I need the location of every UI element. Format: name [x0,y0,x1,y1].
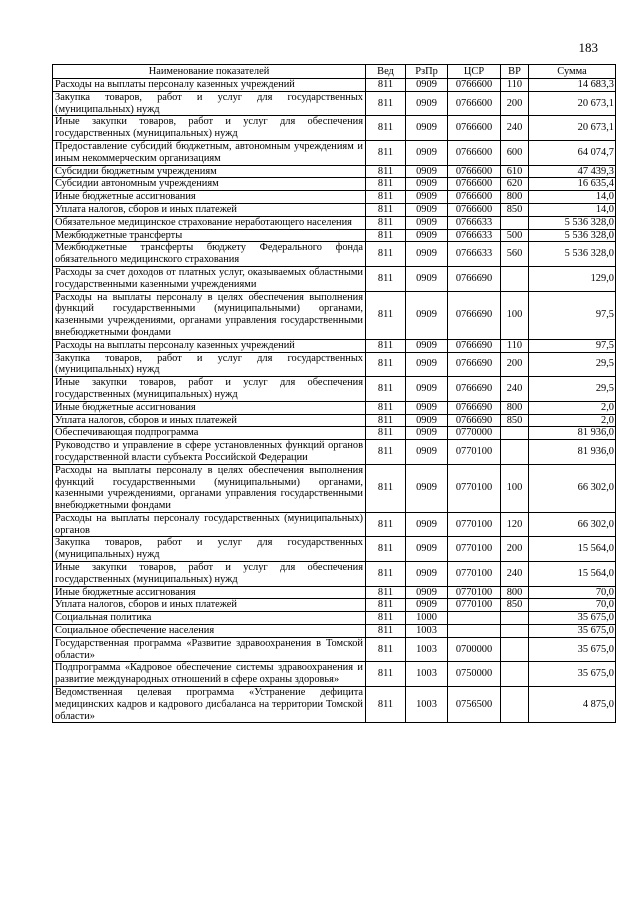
row-name: Иные закупки товаров, работ и услуг для обеспечения государственных (муниципальных) нужд [53,116,366,141]
row-csr: 0700000 [448,637,501,662]
row-rzpr: 0909 [406,537,448,562]
row-vr: 600 [501,140,529,165]
row-csr: 0766600 [448,165,501,178]
row-rzpr: 0909 [406,165,448,178]
row-name: Уплата налогов, сборов и иных платежей [53,599,366,612]
row-csr: 0766690 [448,414,501,427]
table-row [53,377,616,402]
row-name: Расходы на выплаты персоналу в целях обеспечения выполнения функций государственными (муниципальными) органами, казенными учреждениями, органами управления государственными внебюджетными фондами [53,291,366,339]
row-name: Обеспечивающая подпрограмма [53,427,366,440]
row-csr: 0766600 [448,91,501,116]
row-sum: 15 564,0 [529,562,616,587]
row-sum: 70,0 [529,599,616,612]
row-csr: 0770100 [448,440,501,465]
row-rzpr: 1003 [406,662,448,687]
row-ved: 811 [366,440,406,465]
row-vr: 800 [501,191,529,204]
row-vr: 850 [501,203,529,216]
row-name: Межбюджетные трансферты бюджету Федерального фонда обязательного медицинского страхования [53,242,366,267]
row-ved: 811 [366,203,406,216]
row-rzpr: 0909 [406,79,448,92]
row-rzpr: 0909 [406,401,448,414]
row-sum: 35 675,0 [529,612,616,625]
row-rzpr: 0909 [406,203,448,216]
row-rzpr: 0909 [406,339,448,352]
row-rzpr: 0909 [406,352,448,377]
row-csr: 0770100 [448,562,501,587]
table-row [53,512,616,537]
row-ved: 811 [366,291,406,339]
row-sum: 129,0 [529,266,616,291]
row-csr [448,625,501,638]
row-vr: 120 [501,512,529,537]
row-ved: 811 [366,612,406,625]
row-csr [448,612,501,625]
row-sum: 20 673,1 [529,91,616,116]
row-rzpr: 0909 [406,427,448,440]
row-vr [501,637,529,662]
row-ved: 811 [366,116,406,141]
row-csr: 0766633 [448,216,501,229]
row-name: Ведомственная целевая программа «Устранение дефицита медицинских кадров и кадрового дисбаланса на территории Томской области» [53,687,366,723]
row-csr: 0766633 [448,242,501,267]
row-vr [501,662,529,687]
row-vr: 800 [501,586,529,599]
row-csr: 0750000 [448,662,501,687]
row-ved: 811 [366,79,406,92]
row-vr [501,687,529,723]
table-row [53,562,616,587]
table-row [53,91,616,116]
row-ved: 811 [366,91,406,116]
row-name: Социальная политика [53,612,366,625]
row-rzpr: 0909 [406,140,448,165]
row-rzpr: 0909 [406,586,448,599]
row-ved: 811 [366,625,406,638]
row-sum: 35 675,0 [529,625,616,638]
row-ved: 811 [366,191,406,204]
table-row [53,662,616,687]
row-name: Закупка товаров, работ и услуг для государственных (муниципальных) нужд [53,352,366,377]
table-row [53,203,616,216]
row-vr: 200 [501,91,529,116]
row-name: Межбюджетные трансферты [53,229,366,242]
row-rzpr: 0909 [406,91,448,116]
row-sum: 81 936,0 [529,427,616,440]
table-row [53,116,616,141]
row-ved: 811 [366,352,406,377]
row-name: Уплата налогов, сборов и иных платежей [53,203,366,216]
row-name: Предоставление субсидий бюджетным, автономным учреждениям и иным некоммерческим организациям [53,140,366,165]
row-name: Иные бюджетные ассигнования [53,586,366,599]
header-name: Наименование показателей [53,65,366,79]
row-ved: 811 [366,242,406,267]
table-row [53,637,616,662]
header-ved: Вед [366,65,406,79]
row-sum: 2,0 [529,401,616,414]
row-vr: 240 [501,562,529,587]
row-vr [501,216,529,229]
row-rzpr: 0909 [406,512,448,537]
table-row [53,612,616,625]
row-csr: 0770000 [448,427,501,440]
row-name: Иные бюджетные ассигнования [53,401,366,414]
row-sum: 81 936,0 [529,440,616,465]
row-ved: 811 [366,586,406,599]
table-row [53,537,616,562]
row-name: Подпрограмма «Кадровое обеспечение системы здравоохранения и развитие международных отношений в сфере охраны здоровья» [53,662,366,687]
row-ved: 811 [366,216,406,229]
table-row [53,599,616,612]
row-sum: 20 673,1 [529,116,616,141]
row-name: Иные закупки товаров, работ и услуг для обеспечения государственных (муниципальных) нужд [53,377,366,402]
row-sum: 66 302,0 [529,512,616,537]
row-name: Государственная программа «Развитие здравоохранения в Томской области» [53,637,366,662]
row-csr: 0770100 [448,464,501,512]
row-sum: 35 675,0 [529,662,616,687]
row-ved: 811 [366,140,406,165]
row-csr: 0766600 [448,140,501,165]
table-row [53,414,616,427]
row-vr: 620 [501,178,529,191]
row-name: Расходы на выплаты персоналу в целях обеспечения выполнения функций государственными (муниципальными) органами, казенными учреждениями, органами управления государственными внебюджетными фондами [53,464,366,512]
row-vr: 100 [501,291,529,339]
row-vr: 800 [501,401,529,414]
table-row [53,229,616,242]
row-rzpr: 0909 [406,440,448,465]
row-sum: 35 675,0 [529,637,616,662]
row-name: Руководство и управление в сфере установленных функций органов государственной власти субъекта Российской Федерации [53,440,366,465]
row-vr: 100 [501,464,529,512]
row-name: Расходы на выплаты персоналу государственных (муниципальных) органов [53,512,366,537]
row-vr: 850 [501,414,529,427]
row-ved: 811 [366,562,406,587]
row-vr: 240 [501,377,529,402]
row-vr [501,266,529,291]
table-row [53,401,616,414]
row-ved: 811 [366,165,406,178]
row-sum: 5 536 328,0 [529,242,616,267]
table-row [53,165,616,178]
row-csr: 0766600 [448,79,501,92]
row-ved: 811 [366,512,406,537]
row-csr: 0770100 [448,599,501,612]
row-name: Закупка товаров, работ и услуг для государственных (муниципальных) нужд [53,91,366,116]
row-vr: 110 [501,79,529,92]
row-rzpr: 1000 [406,612,448,625]
row-csr: 0766690 [448,266,501,291]
row-sum: 15 564,0 [529,537,616,562]
row-rzpr: 0909 [406,377,448,402]
row-csr: 0770100 [448,512,501,537]
row-sum: 70,0 [529,586,616,599]
row-name: Закупка товаров, работ и услуг для государственных (муниципальных) нужд [53,537,366,562]
row-csr: 0770100 [448,537,501,562]
row-sum: 14,0 [529,191,616,204]
table-row [53,191,616,204]
row-csr: 0756500 [448,687,501,723]
row-name: Субсидии автономным учреждениям [53,178,366,191]
row-name: Социальное обеспечение населения [53,625,366,638]
row-csr: 0766600 [448,116,501,141]
table-row [53,216,616,229]
row-csr: 0766690 [448,401,501,414]
row-ved: 811 [366,266,406,291]
row-csr: 0770100 [448,586,501,599]
row-name: Обязательное медицинское страхование неработающего населения [53,216,366,229]
row-rzpr: 0909 [406,191,448,204]
row-sum: 5 536 328,0 [529,216,616,229]
row-ved: 811 [366,599,406,612]
table-row [53,291,616,339]
row-sum: 29,5 [529,377,616,402]
row-ved: 811 [366,637,406,662]
row-csr: 0766600 [448,191,501,204]
row-csr: 0766600 [448,203,501,216]
row-sum: 47 439,3 [529,165,616,178]
row-ved: 811 [366,229,406,242]
row-vr: 850 [501,599,529,612]
table-header-row [53,65,616,79]
table-row [53,440,616,465]
table-row [53,586,616,599]
header-vr: ВР [501,65,529,79]
row-csr: 0766600 [448,178,501,191]
header-rzpr: РзПр [406,65,448,79]
row-vr: 240 [501,116,529,141]
row-sum: 14 683,3 [529,79,616,92]
row-rzpr: 1003 [406,625,448,638]
row-rzpr: 0909 [406,291,448,339]
row-vr: 500 [501,229,529,242]
table-row [53,178,616,191]
row-name: Расходы на выплаты персоналу казенных учреждений [53,339,366,352]
row-sum: 97,5 [529,291,616,339]
row-rzpr: 0909 [406,216,448,229]
table-row [53,79,616,92]
row-csr: 0766690 [448,352,501,377]
row-sum: 14,0 [529,203,616,216]
row-ved: 811 [366,178,406,191]
row-vr [501,427,529,440]
row-rzpr: 0909 [406,464,448,512]
row-ved: 811 [366,377,406,402]
row-sum: 16 635,4 [529,178,616,191]
row-rzpr: 0909 [406,562,448,587]
row-ved: 811 [366,464,406,512]
row-ved: 811 [366,427,406,440]
row-name: Уплата налогов, сборов и иных платежей [53,414,366,427]
row-rzpr: 0909 [406,116,448,141]
table-row [53,352,616,377]
row-rzpr: 1003 [406,637,448,662]
table-row [53,625,616,638]
row-rzpr: 0909 [406,266,448,291]
table-row [53,140,616,165]
row-csr: 0766690 [448,377,501,402]
row-rzpr: 0909 [406,229,448,242]
row-sum: 2,0 [529,414,616,427]
row-sum: 66 302,0 [529,464,616,512]
row-ved: 811 [366,401,406,414]
row-vr [501,625,529,638]
row-rzpr: 0909 [406,599,448,612]
row-name: Расходы на выплаты персоналу казенных учреждений [53,79,366,92]
row-rzpr: 1003 [406,687,448,723]
row-csr: 0766690 [448,339,501,352]
page-number: 183 [578,40,598,55]
table-row [53,266,616,291]
row-ved: 811 [366,414,406,427]
row-vr: 560 [501,242,529,267]
row-sum: 4 875,0 [529,687,616,723]
row-vr [501,440,529,465]
row-ved: 811 [366,339,406,352]
table-row [53,464,616,512]
row-vr: 200 [501,537,529,562]
row-rzpr: 0909 [406,242,448,267]
row-sum: 29,5 [529,352,616,377]
row-name: Иные закупки товаров, работ и услуг для обеспечения государственных (муниципальных) нужд [53,562,366,587]
row-name: Иные бюджетные ассигнования [53,191,366,204]
row-ved: 811 [366,537,406,562]
row-vr: 200 [501,352,529,377]
row-rzpr: 0909 [406,178,448,191]
table-row [53,687,616,723]
table-row [53,427,616,440]
header-csr: ЦСР [448,65,501,79]
row-ved: 811 [366,662,406,687]
row-vr: 110 [501,339,529,352]
table-body [53,79,616,723]
row-sum: 97,5 [529,339,616,352]
header-sum: Сумма [529,65,616,79]
row-vr: 610 [501,165,529,178]
row-sum: 5 536 328,0 [529,229,616,242]
table-row [53,339,616,352]
row-vr [501,612,529,625]
table-row [53,242,616,267]
budget-table [52,64,616,723]
row-csr: 0766633 [448,229,501,242]
row-ved: 811 [366,687,406,723]
row-name: Расходы за счет доходов от платных услуг, оказываемых областными государственными казенными учреждениями [53,266,366,291]
row-name: Субсидии бюджетным учреждениям [53,165,366,178]
row-rzpr: 0909 [406,414,448,427]
row-sum: 64 074,7 [529,140,616,165]
row-csr: 0766690 [448,291,501,339]
